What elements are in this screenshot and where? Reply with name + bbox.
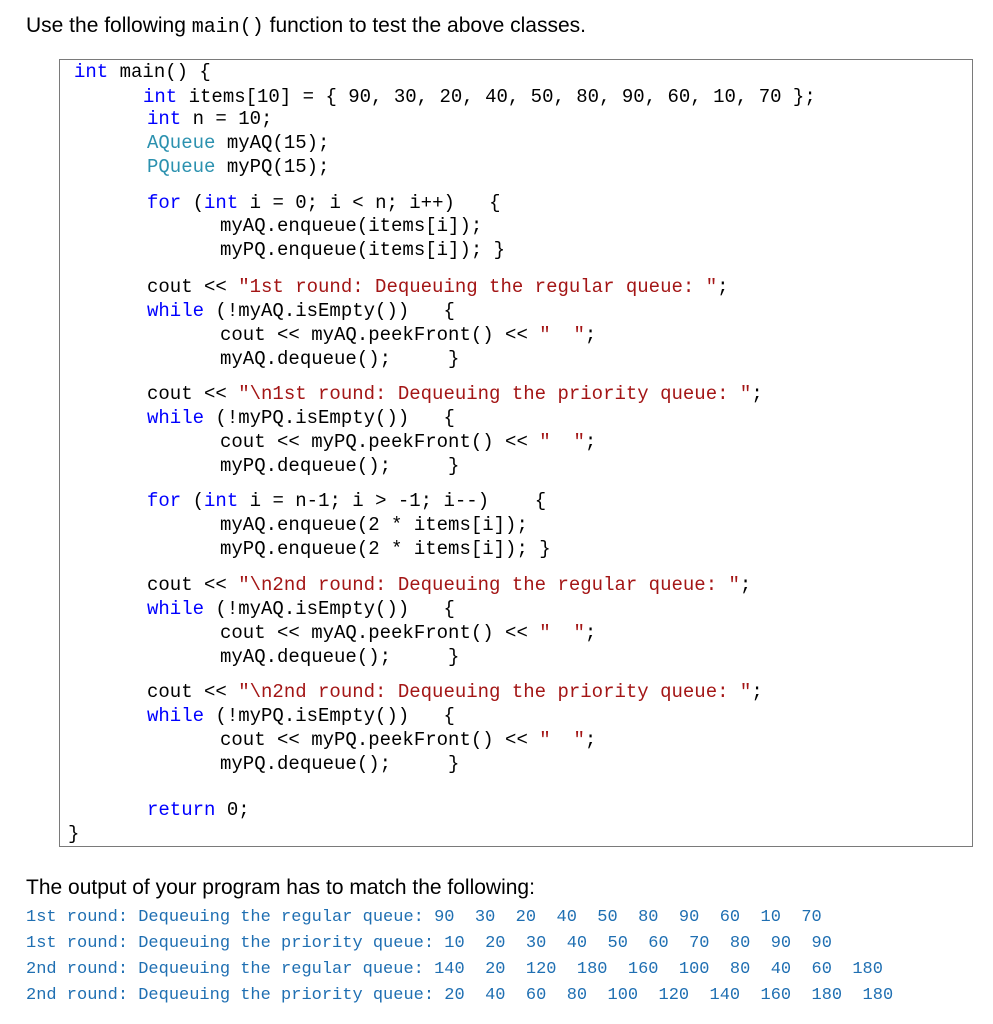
code-text: cout << myPQ.peekFront() << bbox=[220, 431, 540, 453]
code-line-21 bbox=[147, 597, 455, 621]
code-text: cout << bbox=[147, 681, 239, 703]
code-text: i = 0; i < n; i++) { bbox=[238, 192, 501, 214]
code-line-29 bbox=[68, 822, 79, 846]
code-text: ; bbox=[584, 431, 597, 453]
intro-text bbox=[26, 14, 586, 39]
code-text: ; bbox=[717, 276, 729, 298]
code-line-26 bbox=[220, 728, 596, 752]
code-keyword: int bbox=[147, 108, 182, 130]
code-line-5 bbox=[147, 155, 329, 179]
code-string: " " bbox=[539, 431, 585, 453]
code-string: "\n2nd round: Dequeuing the priority queue: " bbox=[238, 681, 752, 703]
code-line-10 bbox=[147, 299, 455, 323]
code-text: myPQ(15); bbox=[215, 156, 330, 178]
code-text: cout << bbox=[147, 383, 239, 405]
code-text: cout << bbox=[147, 574, 239, 596]
code-string: " " bbox=[539, 729, 585, 751]
code-line-18 bbox=[220, 513, 528, 537]
code-line-22 bbox=[220, 621, 596, 645]
code-line-27 bbox=[220, 752, 459, 776]
code-line-2 bbox=[143, 85, 816, 109]
code-line-25 bbox=[147, 704, 455, 728]
intro-func-name: main() bbox=[191, 16, 264, 39]
code-line-16 bbox=[220, 454, 459, 478]
output-line-1: 1st round: Dequeuing the regular queue: 90 30 20 40 50 80 90 60 10 70 bbox=[26, 908, 822, 927]
code-keyword: int bbox=[204, 490, 239, 512]
code-text: 0; bbox=[215, 799, 250, 821]
code-text: cout << bbox=[147, 276, 239, 298]
output-title: The output of your program has to match the following: bbox=[26, 876, 535, 899]
code-text: ; bbox=[584, 622, 597, 644]
code-keyword: return bbox=[147, 799, 216, 821]
code-line-15 bbox=[220, 430, 596, 454]
code-text: myPQ.dequeue(); } bbox=[220, 753, 460, 775]
code-keyword: for bbox=[147, 490, 182, 512]
output-line-3: 2nd round: Dequeuing the regular queue: 140 20 120 180 160 100 80 40 60 180 bbox=[26, 960, 883, 979]
code-string: " " bbox=[539, 622, 585, 644]
code-string: "\n2nd round: Dequeuing the regular queue: " bbox=[238, 574, 740, 596]
code-text: myPQ.enqueue(items[i]); } bbox=[220, 239, 506, 261]
code-line-19 bbox=[220, 537, 551, 561]
code-text: ; bbox=[584, 324, 597, 346]
code-text: ; bbox=[584, 729, 597, 751]
code-keyword: while bbox=[147, 407, 205, 429]
code-line-3 bbox=[147, 107, 272, 131]
code-text: ; bbox=[751, 681, 763, 703]
code-type: AQueue bbox=[147, 132, 216, 154]
intro-suffix: function to test the above classes. bbox=[263, 14, 586, 37]
intro-prefix: Use the following bbox=[26, 14, 192, 37]
output-line-4: 2nd round: Dequeuing the priority queue: 20 40 60 80 100 120 140 160 180 180 bbox=[26, 986, 894, 1005]
code-keyword: while bbox=[147, 705, 205, 727]
code-line-6 bbox=[147, 191, 501, 215]
code-text: cout << myPQ.peekFront() << bbox=[220, 729, 540, 751]
code-line-9 bbox=[147, 275, 729, 299]
code-text: ; bbox=[751, 383, 763, 405]
code-line-28 bbox=[147, 798, 250, 822]
code-text: (!myPQ.isEmpty()) { bbox=[204, 705, 455, 727]
code-text: items[10] = { 90, 30, 20, 40, 50, 80, 90, 60, 10, 70 }; bbox=[177, 86, 816, 108]
code-keyword: int bbox=[143, 86, 178, 108]
code-text: ( bbox=[181, 490, 205, 512]
code-text: myAQ(15); bbox=[215, 132, 330, 154]
code-string: "1st round: Dequeuing the regular queue: " bbox=[238, 276, 718, 298]
code-text: ( bbox=[181, 192, 205, 214]
code-text: } bbox=[68, 823, 80, 845]
code-keyword: int bbox=[74, 61, 109, 83]
code-text: cout << myAQ.peekFront() << bbox=[220, 622, 540, 644]
code-keyword: int bbox=[204, 192, 239, 214]
output-line-2: 1st round: Dequeuing the priority queue: 10 20 30 40 50 60 70 80 90 90 bbox=[26, 934, 832, 953]
code-text: myPQ.enqueue(2 * items[i]); } bbox=[220, 538, 551, 560]
code-text: myAQ.enqueue(2 * items[i]); bbox=[220, 514, 528, 536]
code-text: (!myAQ.isEmpty()) { bbox=[204, 598, 455, 620]
code-text: main() { bbox=[108, 61, 211, 83]
code-line-12 bbox=[220, 347, 459, 371]
code-keyword: for bbox=[147, 192, 182, 214]
code-text: i = n-1; i > -1; i--) { bbox=[238, 490, 547, 512]
code-text: ; bbox=[739, 574, 752, 596]
code-line-17 bbox=[147, 489, 546, 513]
code-text: myAQ.dequeue(); } bbox=[220, 348, 460, 370]
code-text: (!myPQ.isEmpty()) { bbox=[204, 407, 455, 429]
code-text: myPQ.dequeue(); } bbox=[220, 455, 460, 477]
code-line-7 bbox=[220, 214, 482, 238]
code-type: PQueue bbox=[147, 156, 216, 178]
code-keyword: while bbox=[147, 300, 205, 322]
code-line-24 bbox=[147, 680, 763, 704]
code-line-20 bbox=[147, 573, 751, 597]
code-line-23 bbox=[220, 645, 459, 669]
code-text: (!myAQ.isEmpty()) { bbox=[204, 300, 455, 322]
code-text: myAQ.dequeue(); } bbox=[220, 646, 460, 668]
code-line-11 bbox=[220, 323, 596, 347]
code-string: " " bbox=[539, 324, 585, 346]
code-keyword: while bbox=[147, 598, 205, 620]
code-line-13 bbox=[147, 382, 763, 406]
code-text: myAQ.enqueue(items[i]); bbox=[220, 215, 483, 237]
code-block bbox=[59, 59, 973, 847]
code-line-1 bbox=[74, 60, 211, 84]
code-line-8 bbox=[220, 238, 505, 262]
code-text: cout << myAQ.peekFront() << bbox=[220, 324, 540, 346]
code-line-14 bbox=[147, 406, 455, 430]
code-text: n = 10; bbox=[181, 108, 273, 130]
code-string: "\n1st round: Dequeuing the priority queue: " bbox=[238, 383, 752, 405]
code-line-4 bbox=[147, 131, 329, 155]
